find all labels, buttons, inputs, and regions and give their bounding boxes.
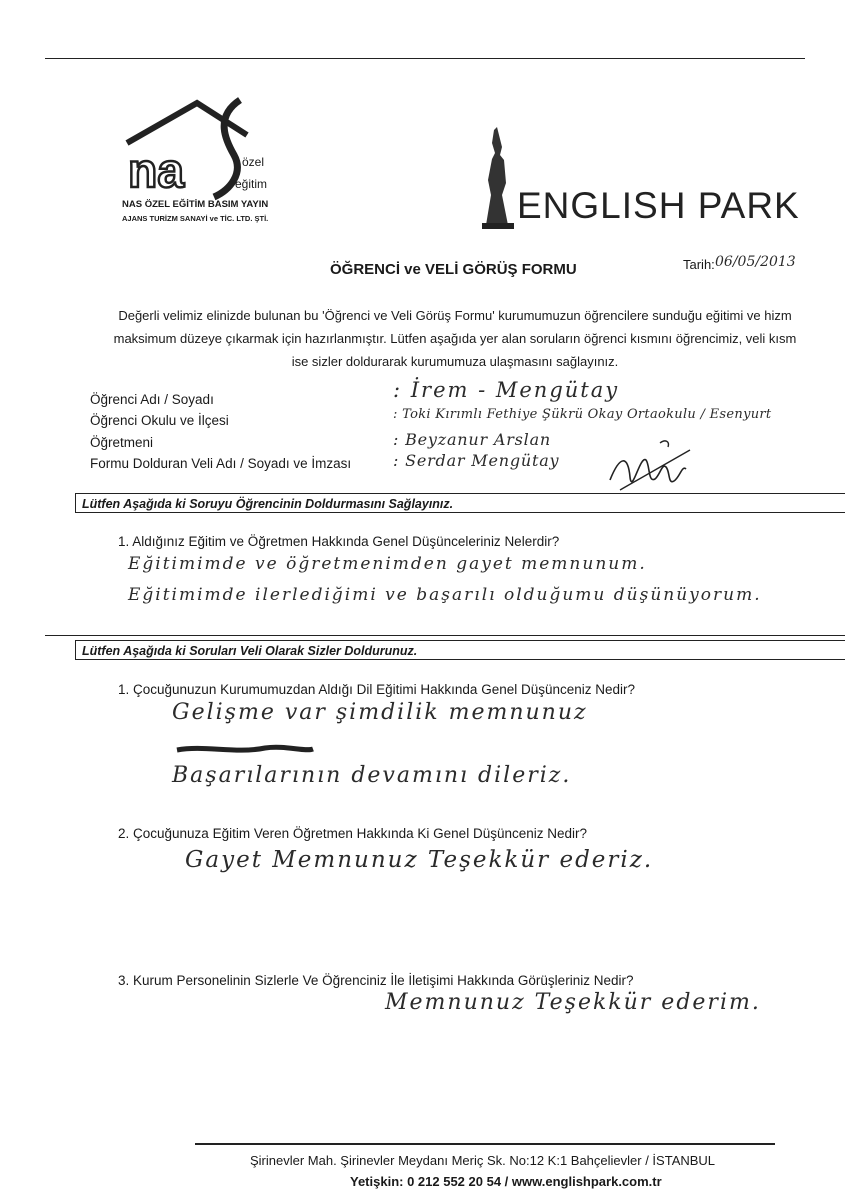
crossed-out-word — [175, 740, 315, 760]
section-divider — [45, 635, 845, 636]
nas-logo-egitim: eğitim — [235, 177, 268, 191]
field-label-parent: Formu Dolduran Veli Adı / Soyadı ve İmzası — [90, 456, 352, 471]
intro-line1: Değerli velimiz elinizde bulunan bu 'Öğrenci ve Veli Görüş Formu' kurumumuzun öğrencilere sunduğu eğitimi ve hizm — [118, 308, 792, 323]
parent-question-2: 2. Çocuğunuza Eğitim Veren Öğretmen Hakkında Ki Genel Düşünceniz Nedir? — [118, 826, 587, 841]
field-value-school: : Toki Kırımlı Fethiye Şükrü Okay Ortaokulu / Esenyurt — [393, 407, 772, 422]
footer-address: Şirinevler Mah. Şirinevler Meydanı Meriç Sk. No:12 K:1 Bahçelievler / İSTANBUL — [250, 1153, 716, 1168]
field-label-teacher: Öğretmeni — [90, 435, 154, 450]
nas-company-line2: AJANS TURİZM SANAYİ ve TİC. LTD. ŞTİ. — [122, 214, 269, 223]
date-value: 06/05/2013 — [715, 254, 796, 270]
student-section-header: Lütfen Aşağıda ki Soruyu Öğrencinin Doldurmasını Sağlayınız. — [75, 493, 845, 513]
brand-name: ENGLISH PARK — [517, 185, 800, 226]
top-divider — [45, 58, 805, 59]
student-question-1: 1. Aldığınız Eğitim ve Öğretmen Hakkında Genel Düşünceleriniz Nelerdir? — [118, 534, 560, 549]
parent-question-1: 1. Çocuğunuzun Kurumumuzdan Aldığı Dil Eğitimi Hakkında Genel Düşünceniz Nedir? — [118, 682, 636, 697]
parent-answer-2: Gayet Memnunuz Teşekkür ederiz. — [185, 847, 654, 873]
student-answer-1-line2: Eğitimimde ilerlediğimi ve başarılı olduğumu düşünüyorum. — [128, 585, 762, 605]
parent-answer-3: Memnunuz Teşekkür ederim. — [385, 990, 761, 1015]
field-value-parent: : Serdar Mengütay — [393, 451, 560, 470]
date-label: Tarih: — [683, 257, 715, 272]
footer-contact: Yetişkin: 0 212 552 20 54 / www.englishpark.com.tr — [350, 1174, 662, 1189]
nas-logo — [122, 95, 292, 230]
form-title: ÖĞRENCİ ve VELİ GÖRÜŞ FORMU — [330, 261, 577, 278]
parent-answer-1-line2: Başarılarının devamını dileriz. — [172, 763, 572, 788]
parent-section-header: Lütfen Aşağıda ki Soruları Veli Olarak Sizler Doldurunuz. — [75, 640, 845, 660]
intro-line3: ise sizler doldurarak kurumumuza ulaşmasını sağlayınız. — [291, 354, 619, 369]
footer-divider — [195, 1143, 775, 1145]
field-label-student-name: Öğrenci Adı / Soyadı — [90, 392, 214, 407]
parent-question-3: 3. Kurum Personelinin Sizlerle Ve Öğrenciniz İle İletişimi Hakkında Görüşleriniz Nedir? — [118, 973, 634, 988]
field-label-school: Öğrenci Okulu ve İlçesi — [90, 413, 229, 428]
intro-line2: maksimum düzeye çıkarmak için hazırlanmıştır. Lütfen aşağıda yer alan soruların öğrenci kısmını öğrencimiz, veli kısm — [113, 331, 797, 346]
svg-text:na: na — [128, 145, 185, 198]
field-value-teacher: : Beyzanur Arslan — [393, 430, 552, 449]
field-value-student-name: : İrem - Mengütay — [393, 378, 620, 402]
nas-company-line1: NAS ÖZEL EĞİTİM BASIM YAYIN — [122, 199, 269, 210]
parent-answer-1-line1: Gelişme var şimdilik memnunuz — [172, 700, 588, 725]
statue-of-liberty-icon — [478, 125, 518, 230]
student-answer-1-line1: Eğitimimde ve öğretmenimden gayet memnunum. — [128, 554, 647, 574]
nas-logo-ozel: özel — [242, 155, 265, 169]
parent-signature — [600, 435, 700, 500]
